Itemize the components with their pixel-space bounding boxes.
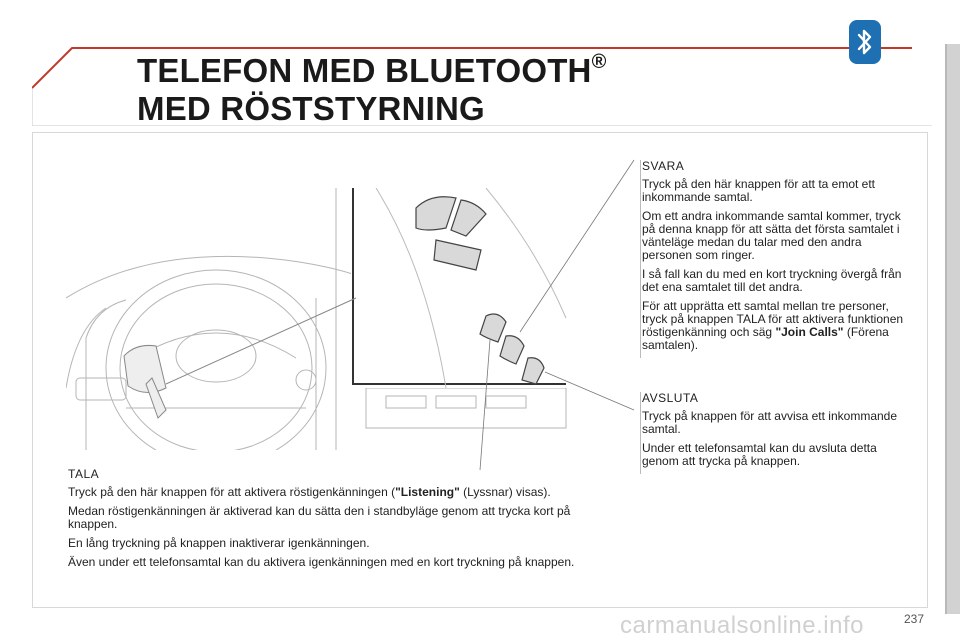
steering-wheel-illustration [66,188,576,450]
avsluta-heading: AVSLUTA [642,391,699,405]
svara-paragraph-4: För att upprätta ett samtal mellan tre personer, tryck på knappen TALA för att aktivera funktionen röstigenkänning och säg "Join Calls" (Förena samtalen). [642,299,904,352]
registered-mark: ® [591,51,607,73]
svara-paragraph-3: I så fall kan du med en kort tryckning övergå från det ena samtalet till det andra. [642,267,902,294]
tala-paragraph-4: Även under ett telefonsamtal kan du aktivera igenkänningen med en kort tryckning på knappen. [68,555,575,569]
avsluta-section [640,392,904,474]
join-calls-command: "Join Calls" [775,325,844,339]
avsluta-paragraph-1: Tryck på knappen för att avvisa ett inkommande samtal. [642,409,898,436]
watermark: carmanualsonline.info [620,612,864,639]
avsluta-paragraph-2: Under ett telefonsamtal kan du avsluta detta genom att trycka på knappen. [642,441,877,468]
page-number: 237 [904,612,925,626]
page-edge-bar [947,44,960,614]
tala-heading: TALA [68,467,100,481]
svara-section [640,160,904,358]
tala-paragraph-3: En lång tryckning på knappen inaktiverar igenkänningen. [68,536,370,550]
bluetooth-icon [856,27,874,57]
listening-label: "Listening" [395,485,460,499]
tala-paragraph-1: Tryck på den här knappen för att aktivera röstigenkänningen ("Listening" (Lyssnar) visas). [68,485,551,499]
page-title-line2: MED RÖSTSTYRNING [137,90,485,127]
tala-paragraph-2: Medan röstigenkänningen är aktiverad kan du sätta den i standbyläge genom att trycka kort på knappen. [68,504,571,531]
svara-paragraph-1: Tryck på den här knappen för att ta emot ett inkommande samtal. [642,177,876,204]
page-title-line1: TELEFON MED BLUETOOTH® [137,51,607,89]
svara-heading: SVARA [642,159,685,173]
page-edge-line [945,44,947,614]
tala-section [68,468,588,575]
bluetooth-badge [849,20,881,64]
svara-paragraph-2: Om ett andra inkommande samtal kommer, tryck på denna knapp för att sätta det första samtalet i vänteläge medan du talar med den andra personen som ringer. [642,209,901,262]
chapter-header [32,44,932,126]
